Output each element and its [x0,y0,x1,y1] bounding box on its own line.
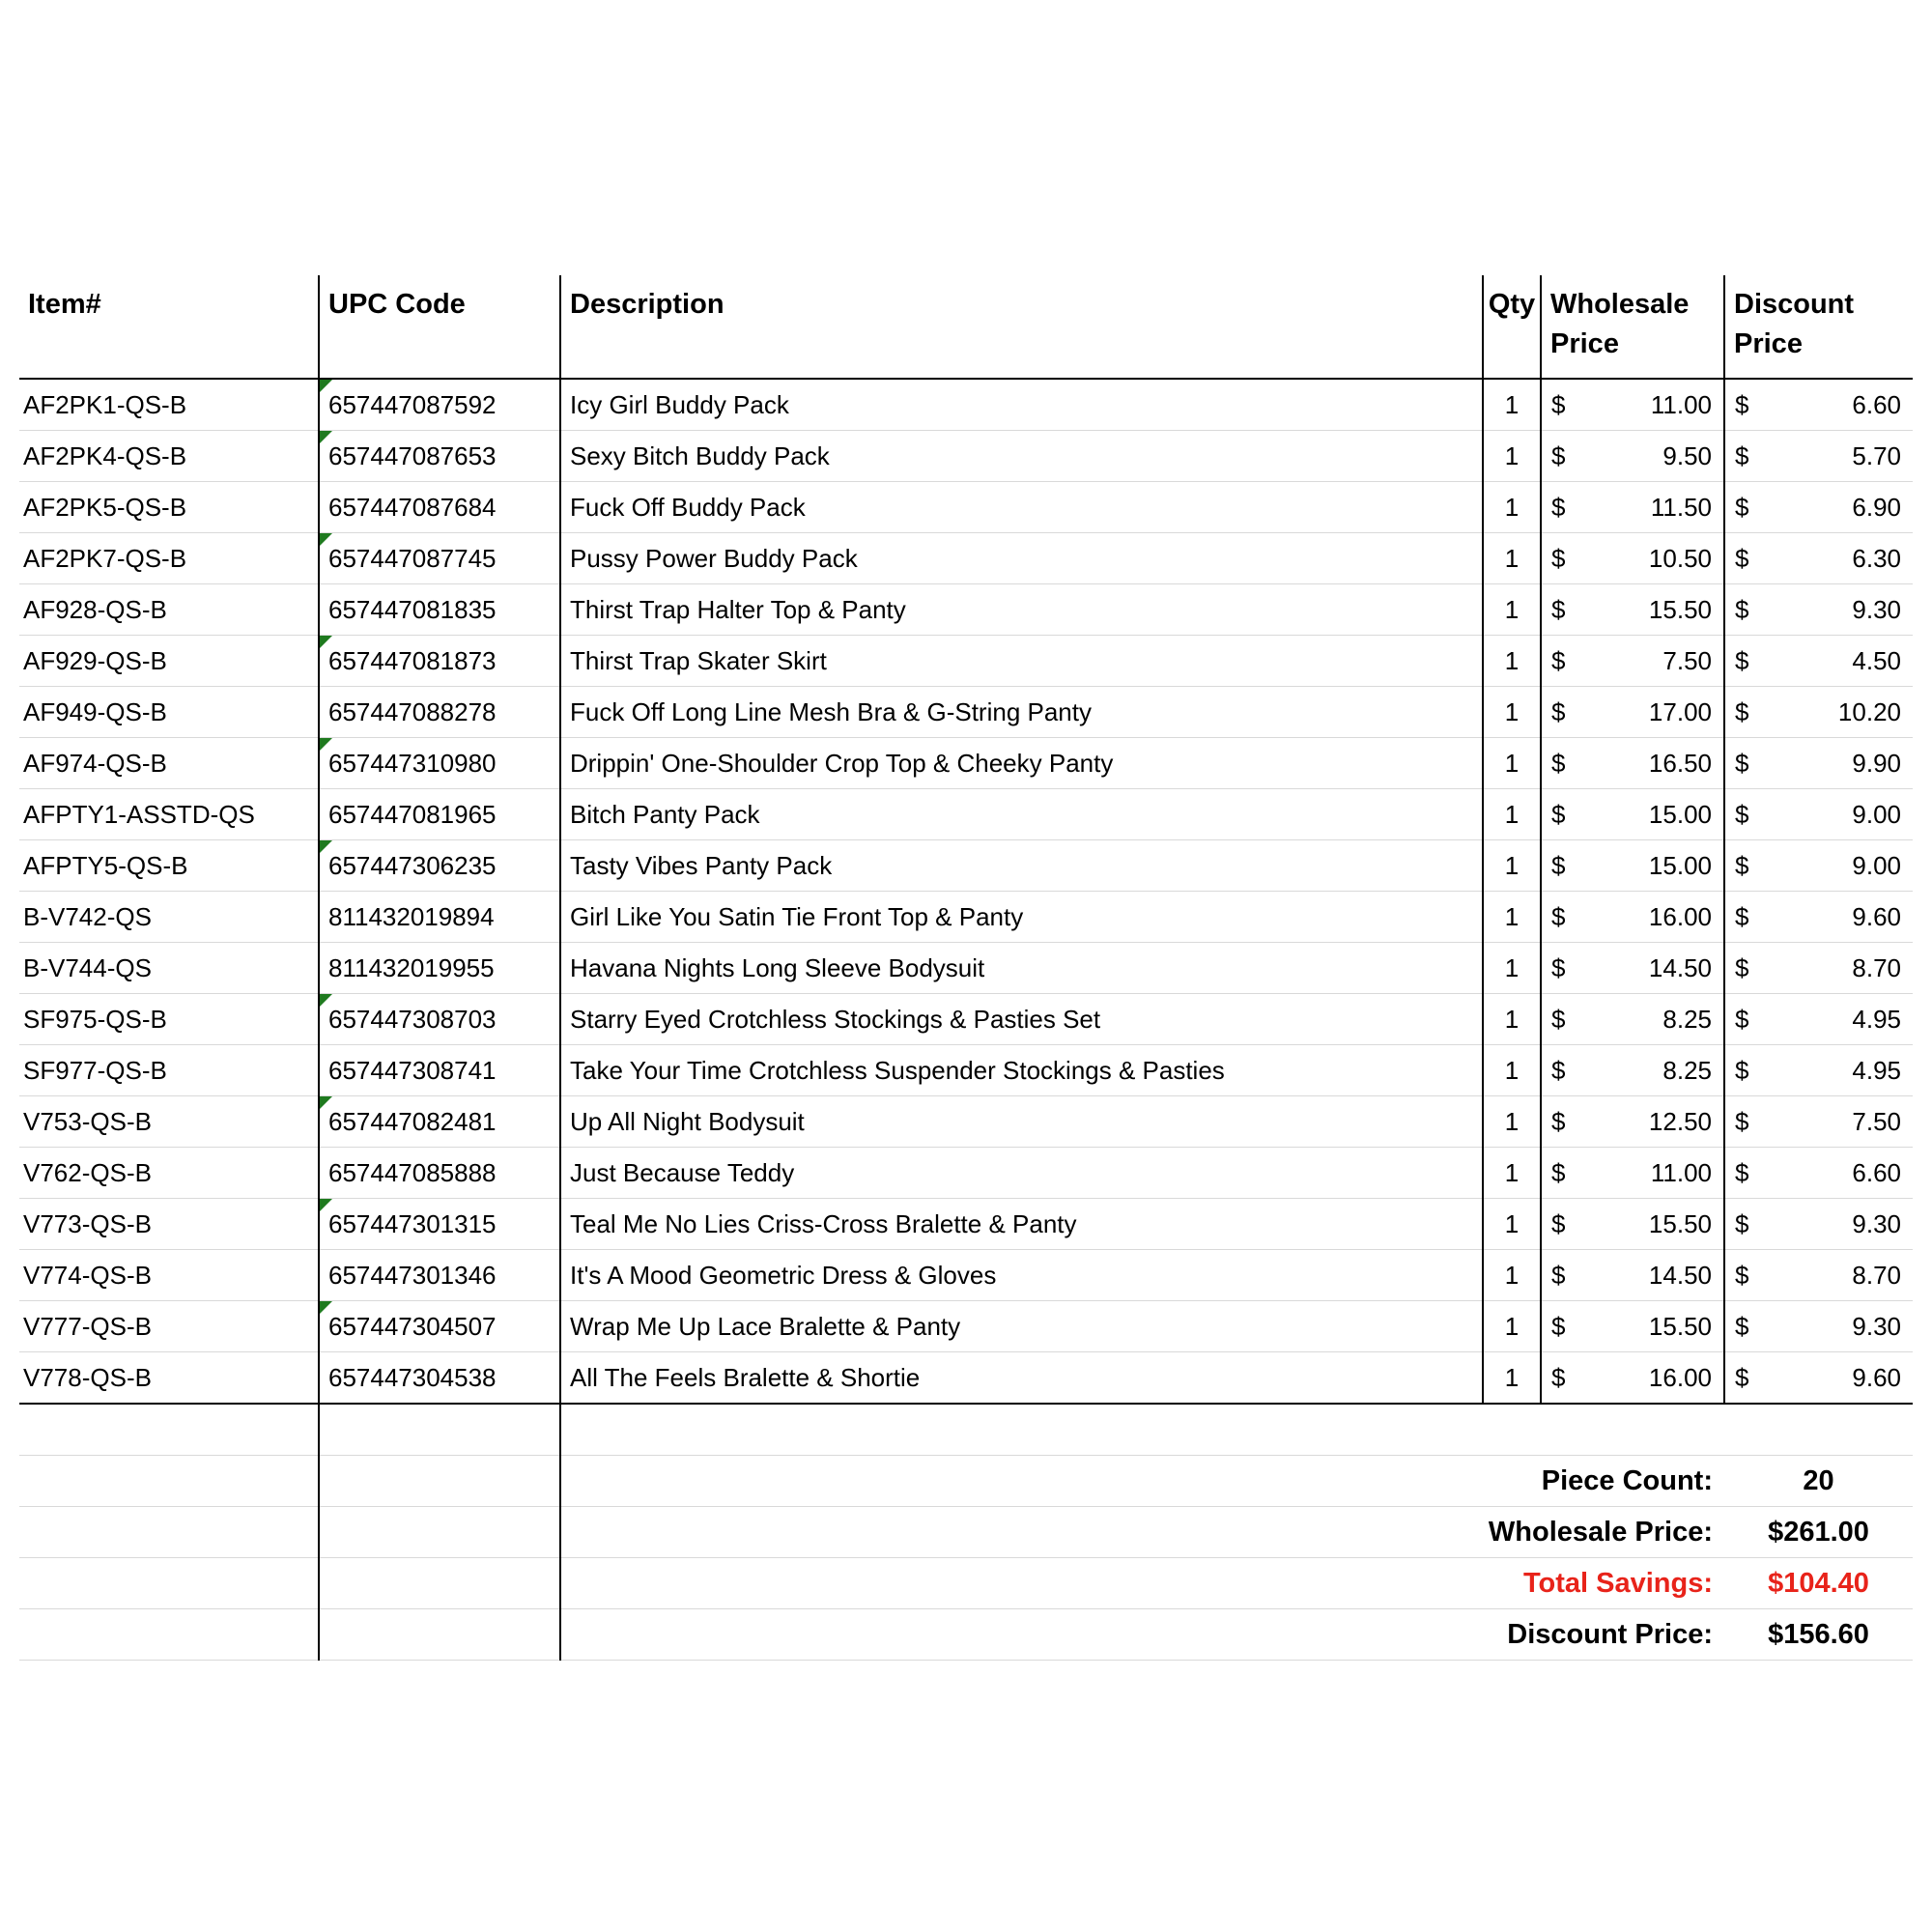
error-flag-icon [320,533,332,546]
table-row[interactable] [19,1096,1913,1148]
currency-symbol: $ [1735,1004,1749,1034]
upc-value: 657447304507 [328,1311,497,1341]
cell-description: Up All Night Bodysuit [560,1096,1483,1148]
cell-item-number: AF2PK1-QS-B [19,379,319,431]
cell-wholesale-price-value: 11.50 [1650,492,1712,522]
upc-value: 657447082481 [328,1106,497,1136]
cell-qty: 1 [1483,738,1541,789]
cell-description: Fuck Off Buddy Pack [560,482,1483,533]
currency-symbol: $ [1735,748,1749,778]
summary-label: Piece Count: [1483,1456,1724,1507]
cell-wholesale-price-value: 15.50 [1648,1208,1712,1238]
cell-discount-price-value: 9.30 [1852,594,1901,624]
cell-discount-price-value: 9.60 [1852,901,1901,931]
upc-value: 657447301315 [328,1208,497,1238]
error-flag-icon [320,738,332,751]
cell-discount-price-value: 4.95 [1852,1004,1901,1034]
cell-wholesale-price-value: 15.00 [1648,850,1712,880]
header-discount-price [1724,275,1913,379]
cell-description: Fuck Off Long Line Mesh Bra & G-String Panty [560,687,1483,738]
cell-upc-code [319,943,560,994]
cell-item-number: SF977-QS-B [19,1045,319,1096]
cell-discount-price-value: 9.30 [1852,1311,1901,1341]
currency-symbol: $ [1551,645,1566,675]
summary-row [19,1609,1913,1661]
header-item: Item# [19,275,319,379]
table-row[interactable] [19,1045,1913,1096]
error-flag-icon [320,1199,332,1211]
upc-value: 657447085888 [328,1157,497,1187]
cell-qty: 1 [1483,482,1541,533]
table-row[interactable] [19,892,1913,943]
cell-upc-code [319,738,560,789]
currency-symbol: $ [1735,440,1749,470]
cell-discount-price [1724,1045,1913,1096]
cell-discount-price-value: 6.60 [1852,1157,1901,1187]
summary-value: $156.60 [1724,1609,1913,1661]
summary-value: 20 [1724,1456,1913,1507]
cell-discount-price [1724,943,1913,994]
upc-value: 657447308703 [328,1004,497,1034]
cell-discount-price [1724,1301,1913,1352]
currency-symbol: $ [1551,1004,1566,1034]
cell-discount-price-value: 5.70 [1852,440,1901,470]
cell-upc-code [319,482,560,533]
table-row[interactable] [19,1352,1913,1405]
cell-upc-code [319,584,560,636]
cell-discount-price-value: 9.90 [1852,748,1901,778]
cell-description: Girl Like You Satin Tie Front Top & Panty [560,892,1483,943]
currency-symbol: $ [1551,492,1566,522]
cell-wholesale-price-value: 17.00 [1648,696,1712,726]
summary-empty-cell [19,1558,319,1609]
cell-description: Sexy Bitch Buddy Pack [560,431,1483,482]
header-description: Description [560,275,1483,379]
currency-symbol: $ [1735,543,1749,573]
cell-discount-price [1724,431,1913,482]
currency-symbol: $ [1735,1157,1749,1187]
cell-discount-price-value: 6.60 [1852,389,1901,419]
cell-description: Starry Eyed Crotchless Stockings & Pasties Set [560,994,1483,1045]
summary-empty-cell [319,1456,560,1507]
cell-upc-code [319,892,560,943]
table-row[interactable] [19,1199,1913,1250]
cell-wholesale-price-value: 7.50 [1662,645,1712,675]
cell-wholesale-price [1541,636,1724,687]
cell-description: Havana Nights Long Sleeve Bodysuit [560,943,1483,994]
cell-item-number: V774-QS-B [19,1250,319,1301]
cell-item-number: V762-QS-B [19,1148,319,1199]
cell-item-number: V777-QS-B [19,1301,319,1352]
cell-discount-price-value: 10.20 [1837,696,1901,726]
currency-symbol: $ [1735,901,1749,931]
cell-qty: 1 [1483,1352,1541,1405]
table-row[interactable] [19,1301,1913,1352]
error-flag-icon [320,431,332,443]
currency-symbol: $ [1735,1208,1749,1238]
cell-item-number: AF974-QS-B [19,738,319,789]
cell-item-number: V753-QS-B [19,1096,319,1148]
cell-description: Tasty Vibes Panty Pack [560,840,1483,892]
error-flag-icon [320,840,332,853]
cell-upc-code [319,994,560,1045]
upc-value: 657447088278 [328,696,497,726]
cell-wholesale-price [1541,1045,1724,1096]
cell-discount-price-value: 7.50 [1852,1106,1901,1136]
upc-value: 657447308741 [328,1055,497,1085]
cell-wholesale-price-value: 12.50 [1648,1106,1712,1136]
currency-symbol: $ [1735,645,1749,675]
table-row[interactable] [19,994,1913,1045]
currency-symbol: $ [1551,1208,1566,1238]
cell-qty: 1 [1483,994,1541,1045]
currency-symbol: $ [1735,952,1749,982]
cell-wholesale-price [1541,738,1724,789]
table-row[interactable] [19,840,1913,892]
currency-symbol: $ [1551,1106,1566,1136]
cell-discount-price-value: 9.30 [1852,1208,1901,1238]
table-row[interactable] [19,533,1913,584]
summary-row [19,1507,1913,1558]
upc-value: 657447310980 [328,748,497,778]
cell-discount-price-value: 6.30 [1852,543,1901,573]
cell-wholesale-price-value: 15.00 [1648,799,1712,829]
cell-wholesale-price-value: 16.00 [1648,1362,1712,1392]
table-row[interactable] [19,738,1913,789]
cell-wholesale-price-value: 11.00 [1650,1157,1712,1187]
currency-symbol: $ [1551,594,1566,624]
error-flag-icon [320,994,332,1007]
cell-item-number: V773-QS-B [19,1199,319,1250]
upc-value: 657447087684 [328,492,497,522]
summary-empty-cell [19,1609,319,1661]
summary-empty-cell [560,1609,1483,1661]
table-row[interactable] [19,687,1913,738]
cell-wholesale-price-value: 10.50 [1648,543,1712,573]
cell-wholesale-price [1541,892,1724,943]
cell-qty: 1 [1483,584,1541,636]
cell-upc-code [319,431,560,482]
cell-qty: 1 [1483,1045,1541,1096]
cell-discount-price-value: 8.70 [1852,1260,1901,1290]
error-flag-icon [320,1096,332,1109]
table-row[interactable] [19,584,1913,636]
cell-discount-price [1724,1250,1913,1301]
cell-discount-price [1724,892,1913,943]
cell-discount-price [1724,1352,1913,1405]
currency-symbol: $ [1735,799,1749,829]
cell-discount-price [1724,840,1913,892]
cell-discount-price [1724,994,1913,1045]
cell-qty: 1 [1483,1250,1541,1301]
cell-wholesale-price-value: 8.25 [1662,1055,1712,1085]
cell-wholesale-price [1541,1301,1724,1352]
upc-value: 657447081873 [328,645,497,675]
currency-symbol: $ [1735,389,1749,419]
cell-upc-code [319,1301,560,1352]
cell-wholesale-price-value: 15.50 [1648,594,1712,624]
currency-symbol: $ [1551,1362,1566,1392]
cell-upc-code [319,1096,560,1148]
cell-item-number: AF2PK7-QS-B [19,533,319,584]
cell-item-number: AFPTY1-ASSTD-QS [19,789,319,840]
cell-discount-price-value: 9.60 [1852,1362,1901,1392]
currency-symbol: $ [1735,1106,1749,1136]
cell-qty: 1 [1483,943,1541,994]
cell-qty: 1 [1483,533,1541,584]
cell-qty: 1 [1483,892,1541,943]
currency-symbol: $ [1735,696,1749,726]
cell-wholesale-price [1541,482,1724,533]
currency-symbol: $ [1551,850,1566,880]
cell-item-number: AFPTY5-QS-B [19,840,319,892]
error-flag-icon [320,380,332,392]
currency-symbol: $ [1735,594,1749,624]
cell-item-number: V778-QS-B [19,1352,319,1405]
upc-value: 811432019955 [328,952,495,982]
header-wholesale-line2: Price [1550,328,1619,360]
summary-row [19,1558,1913,1609]
cell-description: Drippin' One-Shoulder Crop Top & Cheeky Panty [560,738,1483,789]
summary-row [19,1456,1913,1507]
cell-discount-price [1724,636,1913,687]
cell-item-number: AF2PK5-QS-B [19,482,319,533]
cell-upc-code [319,1250,560,1301]
cell-description: Bitch Panty Pack [560,789,1483,840]
summary-label: Wholesale Price: [1483,1507,1724,1558]
table-row[interactable] [19,431,1913,482]
cell-qty: 1 [1483,379,1541,431]
summary-empty-cell [560,1558,1483,1609]
table-row[interactable] [19,943,1913,994]
cell-description: Thirst Trap Halter Top & Panty [560,584,1483,636]
spacer-cell [19,1404,319,1456]
cell-upc-code [319,789,560,840]
cell-wholesale-price-value: 11.00 [1650,389,1712,419]
cell-qty: 1 [1483,840,1541,892]
cell-description: Thirst Trap Skater Skirt [560,636,1483,687]
cell-description: Wrap Me Up Lace Bralette & Panty [560,1301,1483,1352]
currency-symbol: $ [1551,1157,1566,1187]
cell-upc-code [319,1045,560,1096]
cell-upc-code [319,840,560,892]
currency-symbol: $ [1735,850,1749,880]
cell-discount-price-value: 9.00 [1852,850,1901,880]
cell-wholesale-price [1541,379,1724,431]
cell-wholesale-price-value: 14.50 [1648,1260,1712,1290]
cell-upc-code [319,636,560,687]
cell-wholesale-price [1541,1096,1724,1148]
cell-upc-code [319,533,560,584]
cell-wholesale-price-value: 15.50 [1648,1311,1712,1341]
currency-symbol: $ [1735,1055,1749,1085]
summary-empty-cell [19,1456,319,1507]
cell-wholesale-price [1541,1148,1724,1199]
currency-symbol: $ [1551,543,1566,573]
spacer-cell [560,1404,1483,1456]
table-row[interactable] [19,1250,1913,1301]
cell-wholesale-price [1541,1199,1724,1250]
cell-item-number: AF928-QS-B [19,584,319,636]
summary-value: $261.00 [1724,1507,1913,1558]
summary-empty-cell [560,1456,1483,1507]
summary-empty-cell [319,1609,560,1661]
upc-value: 657447081965 [328,799,497,829]
table-row[interactable] [19,1148,1913,1199]
summary-empty-cell [560,1507,1483,1558]
upc-value: 657447087653 [328,440,497,470]
header-wholesale-price [1541,275,1724,379]
currency-symbol: $ [1551,389,1566,419]
currency-symbol: $ [1551,1260,1566,1290]
cell-discount-price [1724,789,1913,840]
cell-upc-code [319,1352,560,1405]
cell-wholesale-price [1541,840,1724,892]
cell-wholesale-price [1541,1250,1724,1301]
summary-empty-cell [319,1558,560,1609]
spacer-row [19,1404,1913,1456]
cell-qty: 1 [1483,1096,1541,1148]
cell-discount-price [1724,482,1913,533]
cell-qty: 1 [1483,431,1541,482]
table-row[interactable] [19,482,1913,533]
cell-wholesale-price [1541,431,1724,482]
spacer-cell [1724,1404,1913,1456]
spacer-cell [319,1404,560,1456]
cell-qty: 1 [1483,1148,1541,1199]
cell-wholesale-price-value: 14.50 [1648,952,1712,982]
cell-description: All The Feels Bralette & Shortie [560,1352,1483,1405]
cell-item-number: B-V742-QS [19,892,319,943]
cell-qty: 1 [1483,1199,1541,1250]
cell-discount-price [1724,1096,1913,1148]
currency-symbol: $ [1735,1362,1749,1392]
cell-qty: 1 [1483,789,1541,840]
cell-discount-price-value: 9.00 [1852,799,1901,829]
spacer-cell [1541,1404,1724,1456]
cell-description: Pussy Power Buddy Pack [560,533,1483,584]
table-row[interactable] [19,636,1913,687]
header-discount-line2: Price [1734,328,1803,360]
cell-qty: 1 [1483,1301,1541,1352]
currency-symbol: $ [1551,1055,1566,1085]
cell-wholesale-price-value: 9.50 [1662,440,1712,470]
currency-symbol: $ [1551,1311,1566,1341]
header-wholesale-line1: Wholesale [1550,289,1690,320]
summary-label: Total Savings: [1483,1558,1724,1609]
upc-value: 657447081835 [328,594,497,624]
upc-value: 811432019894 [328,901,495,931]
summary-label: Discount Price: [1483,1609,1724,1661]
upc-value: 657447087592 [328,389,497,419]
cell-discount-price-value: 8.70 [1852,952,1901,982]
cell-discount-price [1724,738,1913,789]
currency-symbol: $ [1551,952,1566,982]
upc-value: 657447087745 [328,543,497,573]
cell-discount-price [1724,687,1913,738]
cell-qty: 1 [1483,687,1541,738]
cell-description: Icy Girl Buddy Pack [560,379,1483,431]
header-discount-line1: Discount [1734,289,1855,320]
upc-value: 657447306235 [328,850,497,880]
cell-wholesale-price [1541,943,1724,994]
cell-wholesale-price [1541,789,1724,840]
cell-description: Take Your Time Crotchless Suspender Stockings & Pasties [560,1045,1483,1096]
cell-wholesale-price-value: 16.50 [1648,748,1712,778]
cell-discount-price [1724,533,1913,584]
cell-wholesale-price [1541,533,1724,584]
cell-item-number: AF2PK4-QS-B [19,431,319,482]
currency-symbol: $ [1551,440,1566,470]
table-row[interactable] [19,789,1913,840]
header-qty: Qty [1483,275,1541,379]
currency-symbol: $ [1735,1260,1749,1290]
summary-empty-cell [19,1507,319,1558]
cell-discount-price-value: 4.50 [1852,645,1901,675]
cell-wholesale-price-value: 16.00 [1648,901,1712,931]
error-flag-icon [320,636,332,648]
cell-upc-code [319,379,560,431]
cell-discount-price-value: 4.95 [1852,1055,1901,1085]
currency-symbol: $ [1735,1311,1749,1341]
cell-description: Just Because Teddy [560,1148,1483,1199]
cell-wholesale-price [1541,994,1724,1045]
table-header-row [19,275,1913,379]
currency-symbol: $ [1551,901,1566,931]
cell-upc-code [319,1148,560,1199]
spacer-cell [1483,1404,1541,1456]
cell-wholesale-price [1541,1352,1724,1405]
cell-item-number: SF975-QS-B [19,994,319,1045]
cell-item-number: AF929-QS-B [19,636,319,687]
currency-symbol: $ [1551,799,1566,829]
cell-discount-price-value: 6.90 [1852,492,1901,522]
summary-value: $104.40 [1724,1558,1913,1609]
cell-qty: 1 [1483,636,1541,687]
order-table [19,275,1913,1661]
cell-upc-code [319,687,560,738]
cell-description: It's A Mood Geometric Dress & Gloves [560,1250,1483,1301]
cell-description: Teal Me No Lies Criss-Cross Bralette & Panty [560,1199,1483,1250]
currency-symbol: $ [1735,492,1749,522]
currency-symbol: $ [1551,696,1566,726]
cell-item-number: B-V744-QS [19,943,319,994]
cell-wholesale-price-value: 8.25 [1662,1004,1712,1034]
cell-wholesale-price [1541,584,1724,636]
upc-value: 657447304538 [328,1362,497,1392]
cell-discount-price [1724,1199,1913,1250]
cell-discount-price [1724,1148,1913,1199]
upc-value: 657447301346 [328,1260,497,1290]
cell-item-number: AF949-QS-B [19,687,319,738]
error-flag-icon [320,1301,332,1314]
cell-discount-price [1724,379,1913,431]
summary-empty-cell [319,1507,560,1558]
table-row[interactable] [19,379,1913,431]
cell-upc-code [319,1199,560,1250]
currency-symbol: $ [1551,748,1566,778]
cell-wholesale-price [1541,687,1724,738]
header-upc: UPC Code [319,275,560,379]
cell-discount-price [1724,584,1913,636]
